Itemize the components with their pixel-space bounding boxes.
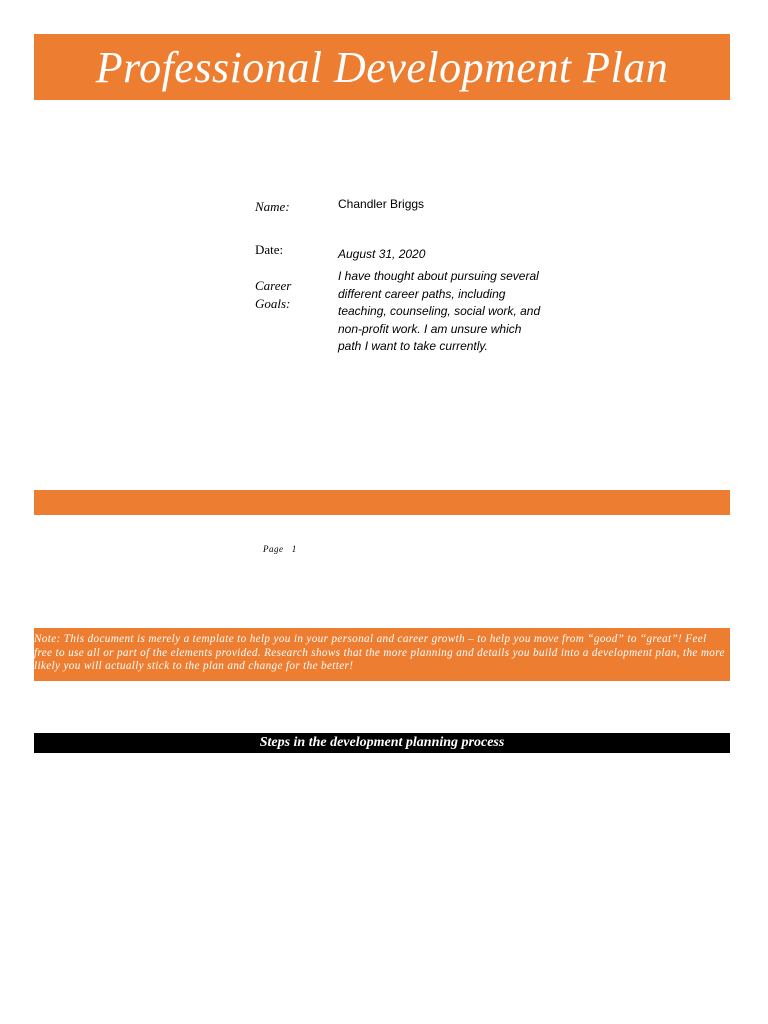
page-number	[263, 544, 297, 554]
page-number-value: 1	[291, 544, 297, 554]
page-label: Page	[263, 544, 284, 554]
career-goals-value: I have thought about pursuing several different career paths, including teaching, counseling, social work, and non-profit work. I am unsure which path I want to take currently.	[338, 269, 541, 353]
section-divider-bar	[34, 490, 730, 515]
name-label: Name:	[255, 199, 290, 214]
date-label: Date:	[255, 242, 284, 257]
date-value: August 31, 2020	[338, 247, 426, 261]
note-text: Note: This document is merely a template to help you in your personal and career growth – to help you move from “good” to “great”! Feel free to use all or part of the elements provided. Research shows that the more planning and details you build into a development plan, the more likely you will actually stick to the plan and change for the better!	[34, 633, 725, 672]
note-box	[34, 628, 730, 681]
steps-heading-bar	[34, 733, 730, 753]
career-goals-label	[255, 277, 291, 313]
career-goals-label-line2: Goals:	[255, 296, 291, 311]
steps-heading: Steps in the development planning process	[259, 735, 505, 750]
title-banner	[34, 34, 730, 100]
career-goals-label-line1: Career	[255, 278, 292, 293]
name-value: Chandler Briggs	[338, 197, 425, 211]
page-title: Professional Development Plan	[95, 42, 669, 92]
